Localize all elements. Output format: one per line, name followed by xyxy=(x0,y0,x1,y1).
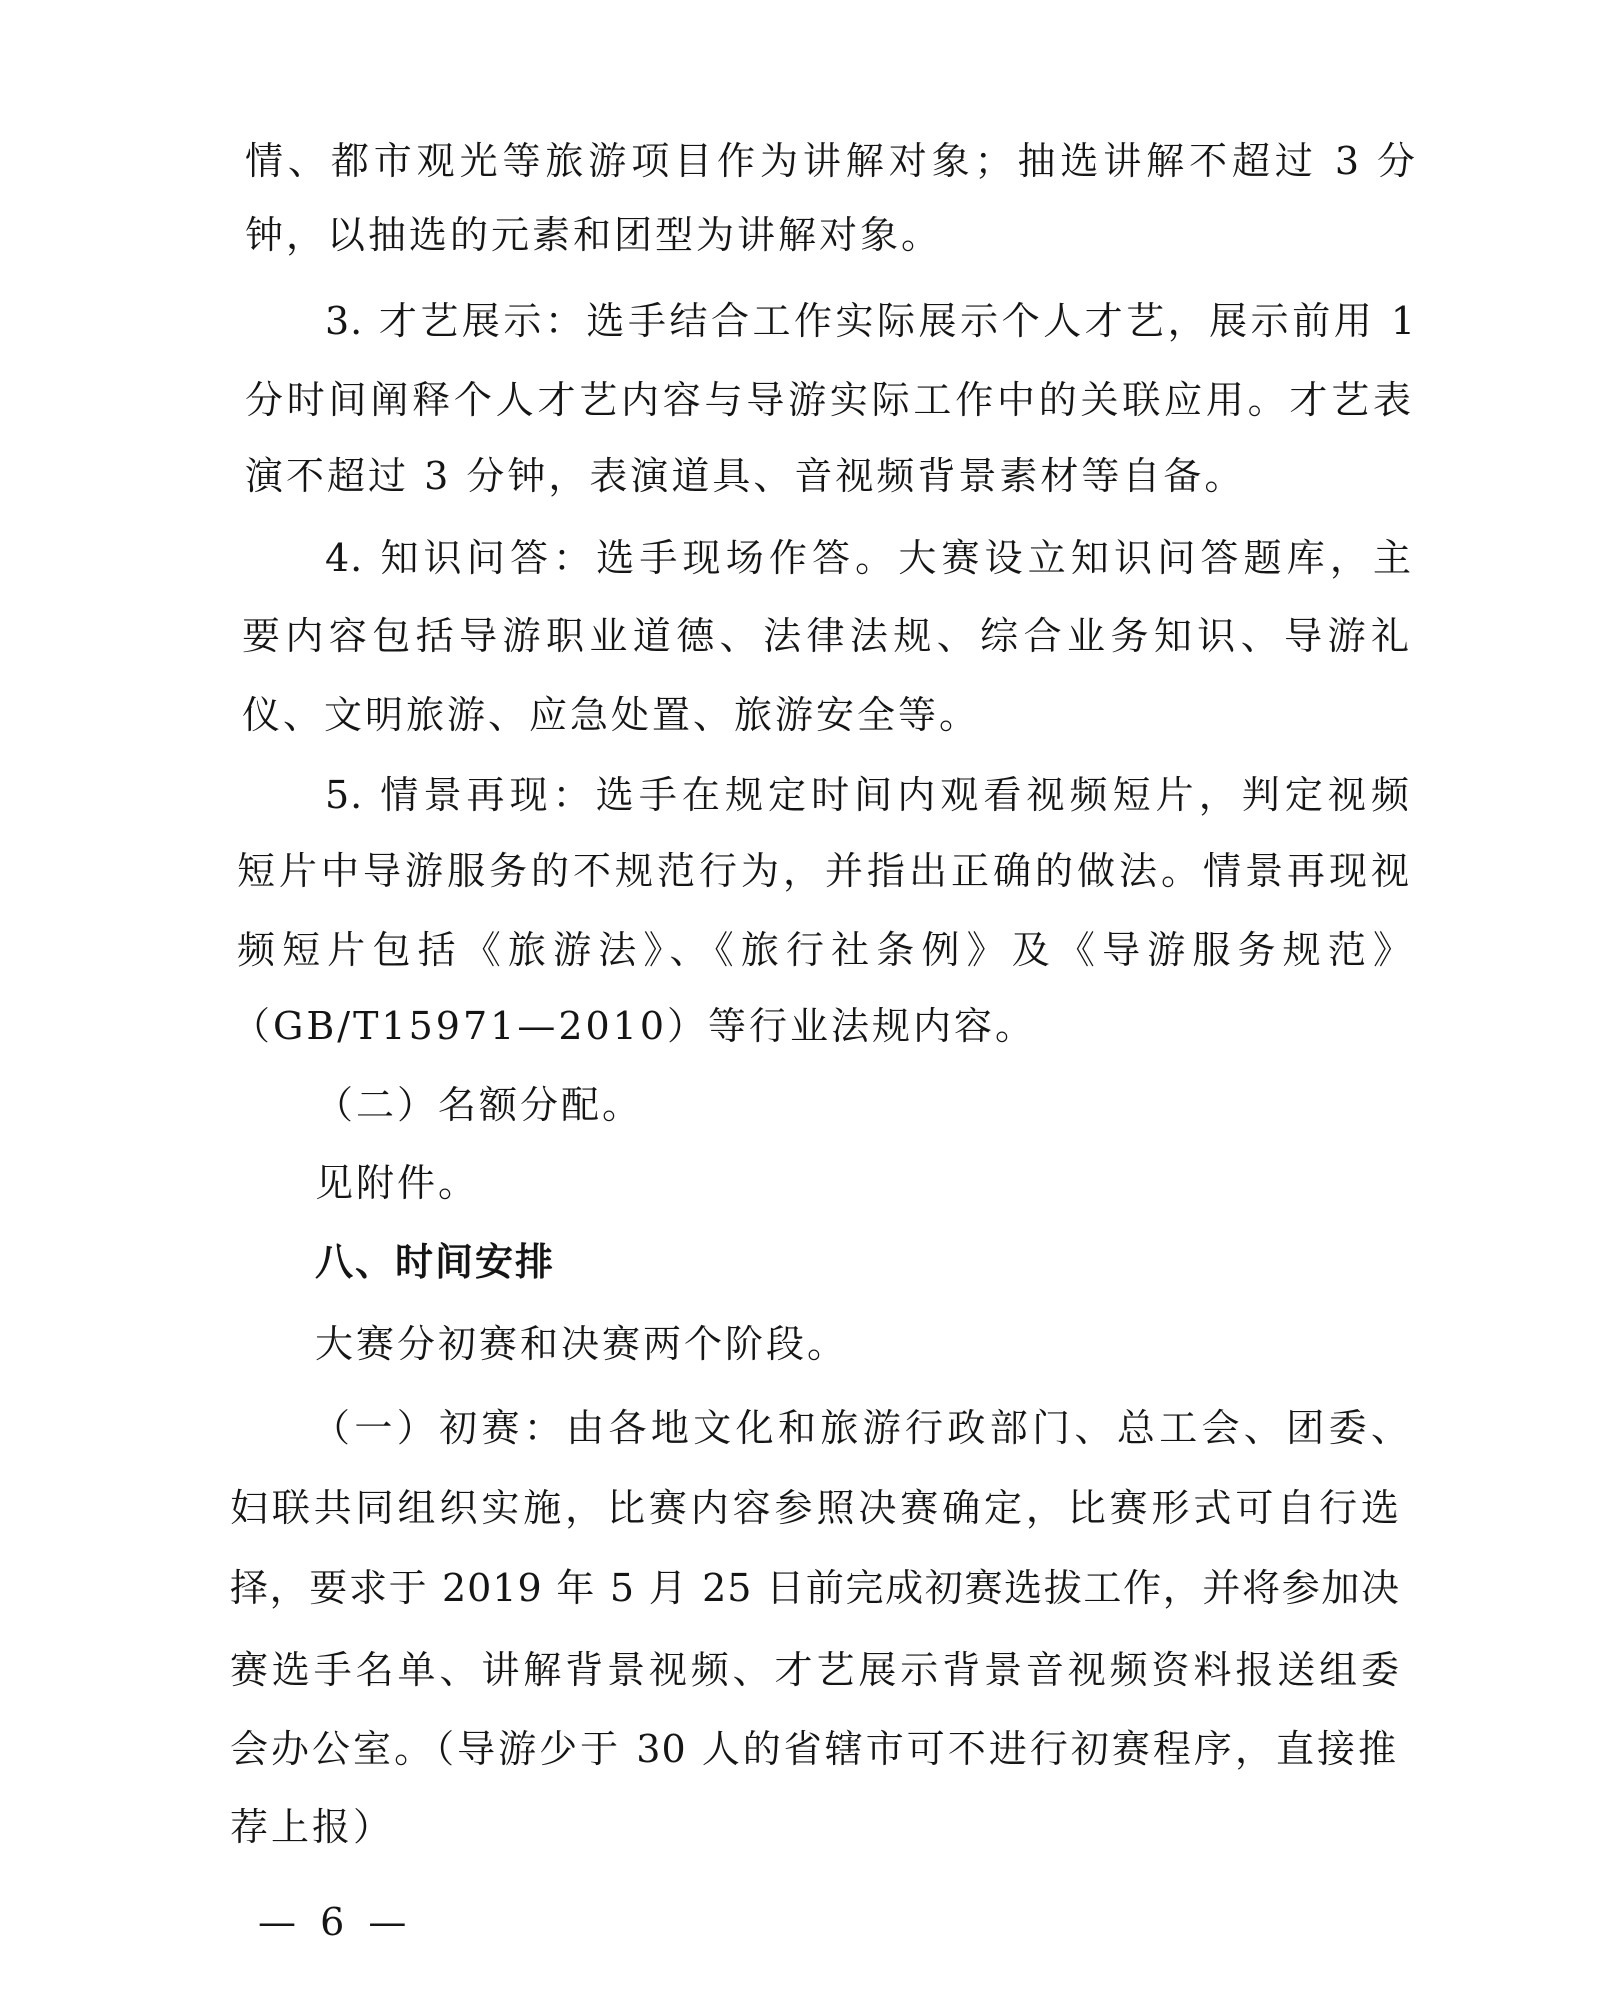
body-text-line: （GB/T15971—2010）等行业法规内容。 xyxy=(232,1004,1037,1048)
body-text-line: 荐上报） xyxy=(230,1805,395,1849)
body-text-line: 情、都市观光等旅游项目作为讲解对象；抽选讲解不超过 3 分 xyxy=(245,139,1416,183)
body-text-line: 仪、文明旅游、应急处置、旅游安全等。 xyxy=(242,693,981,737)
body-text-line: 短片中导游服务的不规范行为，并指出正确的做法。情景再现视 xyxy=(237,849,1410,893)
body-text-line: 钟，以抽选的元素和团型为讲解对象。 xyxy=(245,213,943,257)
section-heading: 八、时间安排 xyxy=(315,1240,556,1284)
body-text-line: 妇联共同组织实施，比赛内容参照决赛确定，比赛形式可自行选 xyxy=(230,1486,1400,1530)
body-text-line: 频短片包括《旅游法》、《旅行社条例》及《导游服务规范》 xyxy=(237,928,1412,972)
body-text-line: 赛选手名单、讲解背景视频、才艺展示背景音视频资料报送组委 xyxy=(230,1648,1400,1692)
body-text-line: 3. 才艺展示：选手结合工作实际展示个人才艺，展示前用 1 xyxy=(325,299,1416,343)
body-text-line: 择，要求于 2019 年 5 月 25 日前完成初赛选拔工作，并将参加决 xyxy=(230,1566,1400,1610)
subsection-heading: （二）名额分配。 xyxy=(315,1083,644,1127)
body-text-line: 见附件。 xyxy=(315,1161,480,1205)
body-text-line: 5. 情景再现：选手在规定时间内观看视频短片，判定视频 xyxy=(325,773,1410,817)
page-number: — 6 — xyxy=(258,1900,413,1944)
body-text-line: （一）初赛：由各地文化和旅游行政部门、总工会、团委、 xyxy=(312,1406,1410,1450)
body-text-line: 要内容包括导游职业道德、法律法规、综合业务知识、导游礼 xyxy=(242,614,1410,658)
body-text-line: 会办公室。（导游少于 30 人的省辖市可不进行初赛程序，直接推 xyxy=(230,1727,1397,1771)
body-text-line: 分时间阐释个人才艺内容与导游实际工作中的关联应用。才艺表 xyxy=(245,378,1412,422)
body-text-line: 4. 知识问答：选手现场作答。大赛设立知识问答题库，主 xyxy=(325,536,1412,580)
body-text-line: 演不超过 3 分钟，表演道具、音视频背景素材等自备。 xyxy=(245,454,1246,498)
body-text-line: 大赛分初赛和决赛两个阶段。 xyxy=(315,1322,849,1366)
